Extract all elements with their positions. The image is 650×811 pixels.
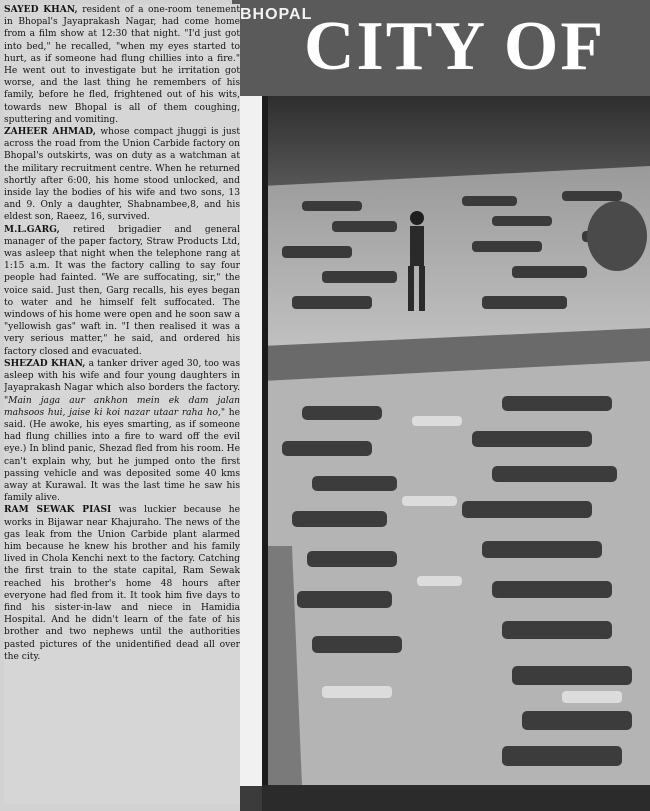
- paragraph-ml-garg: [4, 224, 240, 358]
- paragraph-zaheer-ahmad: [4, 126, 240, 224]
- article-column: [4, 4, 240, 804]
- person-name: RAM SEWAK PIASI: [4, 504, 112, 516]
- paragraph-sayed-khan: [4, 4, 240, 126]
- paragraph-text: resident of a one-room tenement in Bhopal's Jayaprakash Nagar, had come home from a film show at 12:30 that night. "I'd just got into bed," he recalled, "when my eyes started to hurt, as if someone had flung chillies into a fire." He went out to investigate but he irritation got worse, and the last thing he remembers of his family, before he fled, frightened out of his wits, towards new Bhopal is all of them coughing, sputtering and vomiting.: [4, 5, 240, 125]
- person-name: SAYED KHAN,: [4, 4, 78, 15]
- photo-bottom-band: [262, 785, 650, 811]
- person-name: ZAHEER AHMAD,: [4, 126, 96, 138]
- hindi-quote: "Main jaga aur ankhon mein ek dam jalan mahsoos hui, jaise ki koi nazar utaar raha ho,": [4, 395, 240, 418]
- headline-banner: [232, 0, 650, 96]
- page-headline: CITY OF: [304, 8, 606, 85]
- photo-border: [240, 96, 262, 786]
- paragraph-text: whose compact jhuggi is just across the road from the Union Carbide factory on Bhopal's outskirts, was on duty as a watchman at the military recruitment centre. When he returned shortly after 6:00, his home stood unlocked, and inside lay the bodies of his wife and two sons, 13 and 9. Only a daughter, Shabnambee,8, and his eldest son, Raeez, 16, survived.: [4, 127, 240, 223]
- paragraph-text: a tanker driver aged 30, too was asleep with his wife and four young daughters in Jayaprakash Nagar which also borders the factory.: [4, 358, 240, 394]
- photo-border-rule: [262, 96, 268, 786]
- person-name: SHEZAD KHAN,: [4, 357, 86, 369]
- paragraph-shezad-khan: [4, 358, 240, 504]
- paragraph-text: he said. (He awoke, his eyes smarting, as if someone had flung chillies into a fire to ward off the evil eye.) In blind panic, Shezad fled from his room. He can't explain why, but he jumped onto the first passing vehicle and was deposited some 40 kms away at Kurawal. It was the last time he saw his family alive.: [4, 407, 240, 504]
- paragraph-text: retired brigadier and general manager of the paper factory, Straw Products Ltd, was asleep that night when the telephone rang at 1:15 a.m. It was the factory calling to say four people had fainted. "We are suffocating, sir," the voice said. Just then, Garg recalls, his eyes began to water and he himself felt suffocated. The windows of his home were open and he soon saw a "yellowish gas" waft in. "I then realised it was a very serious matter," he said, and ordered his factory closed and evacuated.: [4, 224, 240, 357]
- news-photograph: [262, 96, 650, 786]
- paragraph-ram-sewak-piasi: [4, 504, 240, 663]
- person-name: M.L.GARG,: [4, 223, 60, 235]
- section-kicker: BHOPAL: [240, 6, 313, 23]
- paragraph-text: was luckier because he works in Bijawar near Khajuraho. The news of the gas leak from the Union Carbide plant alarmed him because he knew his brother and his family lived in Chola Kenchi next to the factory. Catching the first train to the state capital, Ram Sewak reached his brother's home 48 hours after everyone had fled from it. It took him five days to find his sister-in-law and niece in Hamidia Hospital. And he didn't learn of the fate of his brother and two nephews until the authorities pasted pictures of the unidentified dead all over the city.: [4, 505, 240, 662]
- bush: [587, 201, 647, 271]
